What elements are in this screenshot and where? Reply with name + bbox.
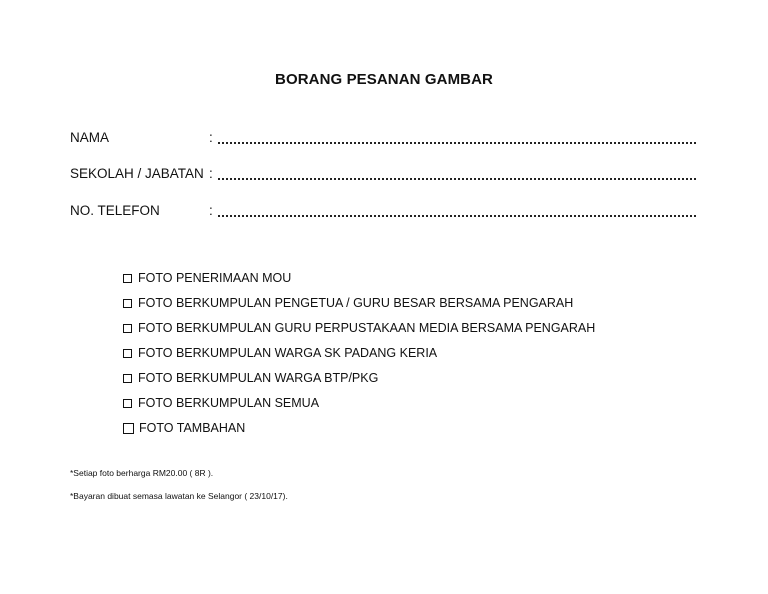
checkbox[interactable]: [123, 399, 132, 408]
option-label: FOTO BERKUMPULAN SEMUA: [138, 395, 320, 410]
option-label: FOTO BERKUMPULAN GURU PERPUSTAKAAN MEDIA BERSAMA PENGARAH: [138, 320, 596, 335]
option-mou-reception[interactable]: [123, 266, 595, 291]
checkbox[interactable]: [123, 349, 132, 358]
name-input-line[interactable]: [218, 142, 696, 144]
option-label: FOTO BERKUMPULAN PENGETUA / GURU BESAR BERSAMA PENGARAH: [138, 295, 574, 310]
school-department-input-line[interactable]: [218, 178, 696, 180]
form-title: BORANG PESANAN GAMBAR: [275, 71, 493, 88]
school-department-field[interactable]: [70, 166, 700, 186]
option-everyone[interactable]: [123, 391, 595, 416]
option-additional[interactable]: [123, 416, 595, 441]
price-note: *Setiap foto berharga RM20.00 ( 8R ).: [70, 468, 214, 478]
option-principals-with-director[interactable]: [123, 291, 595, 316]
name-separator: :: [209, 130, 213, 145]
payment-note: *Bayaran dibuat semasa lawatan ke Selangor ( 23/10/17).: [70, 491, 288, 501]
photo-options-list: [123, 266, 595, 441]
checkbox[interactable]: [123, 299, 132, 308]
phone-input-line[interactable]: [218, 215, 696, 217]
option-label: FOTO BERKUMPULAN WARGA SK PADANG KERIA: [138, 345, 438, 360]
option-sk-padang-keria[interactable]: [123, 341, 595, 366]
school-department-label: SEKOLAH / JABATAN: [70, 166, 204, 181]
checkbox[interactable]: [123, 423, 134, 434]
phone-field[interactable]: [70, 203, 700, 223]
name-label: NAMA: [70, 130, 110, 145]
option-label: FOTO BERKUMPULAN WARGA BTP/PKG: [138, 370, 379, 385]
checkbox[interactable]: [123, 274, 132, 283]
option-btp-pkg[interactable]: [123, 366, 595, 391]
option-label: FOTO PENERIMAAN MOU: [138, 270, 292, 285]
checkbox[interactable]: [123, 324, 132, 333]
checkbox[interactable]: [123, 374, 132, 383]
phone-separator: :: [209, 203, 213, 218]
option-librarians-with-director[interactable]: [123, 316, 595, 341]
phone-label: NO. TELEFON: [70, 203, 160, 218]
school-department-separator: :: [209, 166, 213, 181]
option-label: FOTO TAMBAHAN: [139, 420, 246, 435]
name-field[interactable]: [70, 130, 700, 150]
